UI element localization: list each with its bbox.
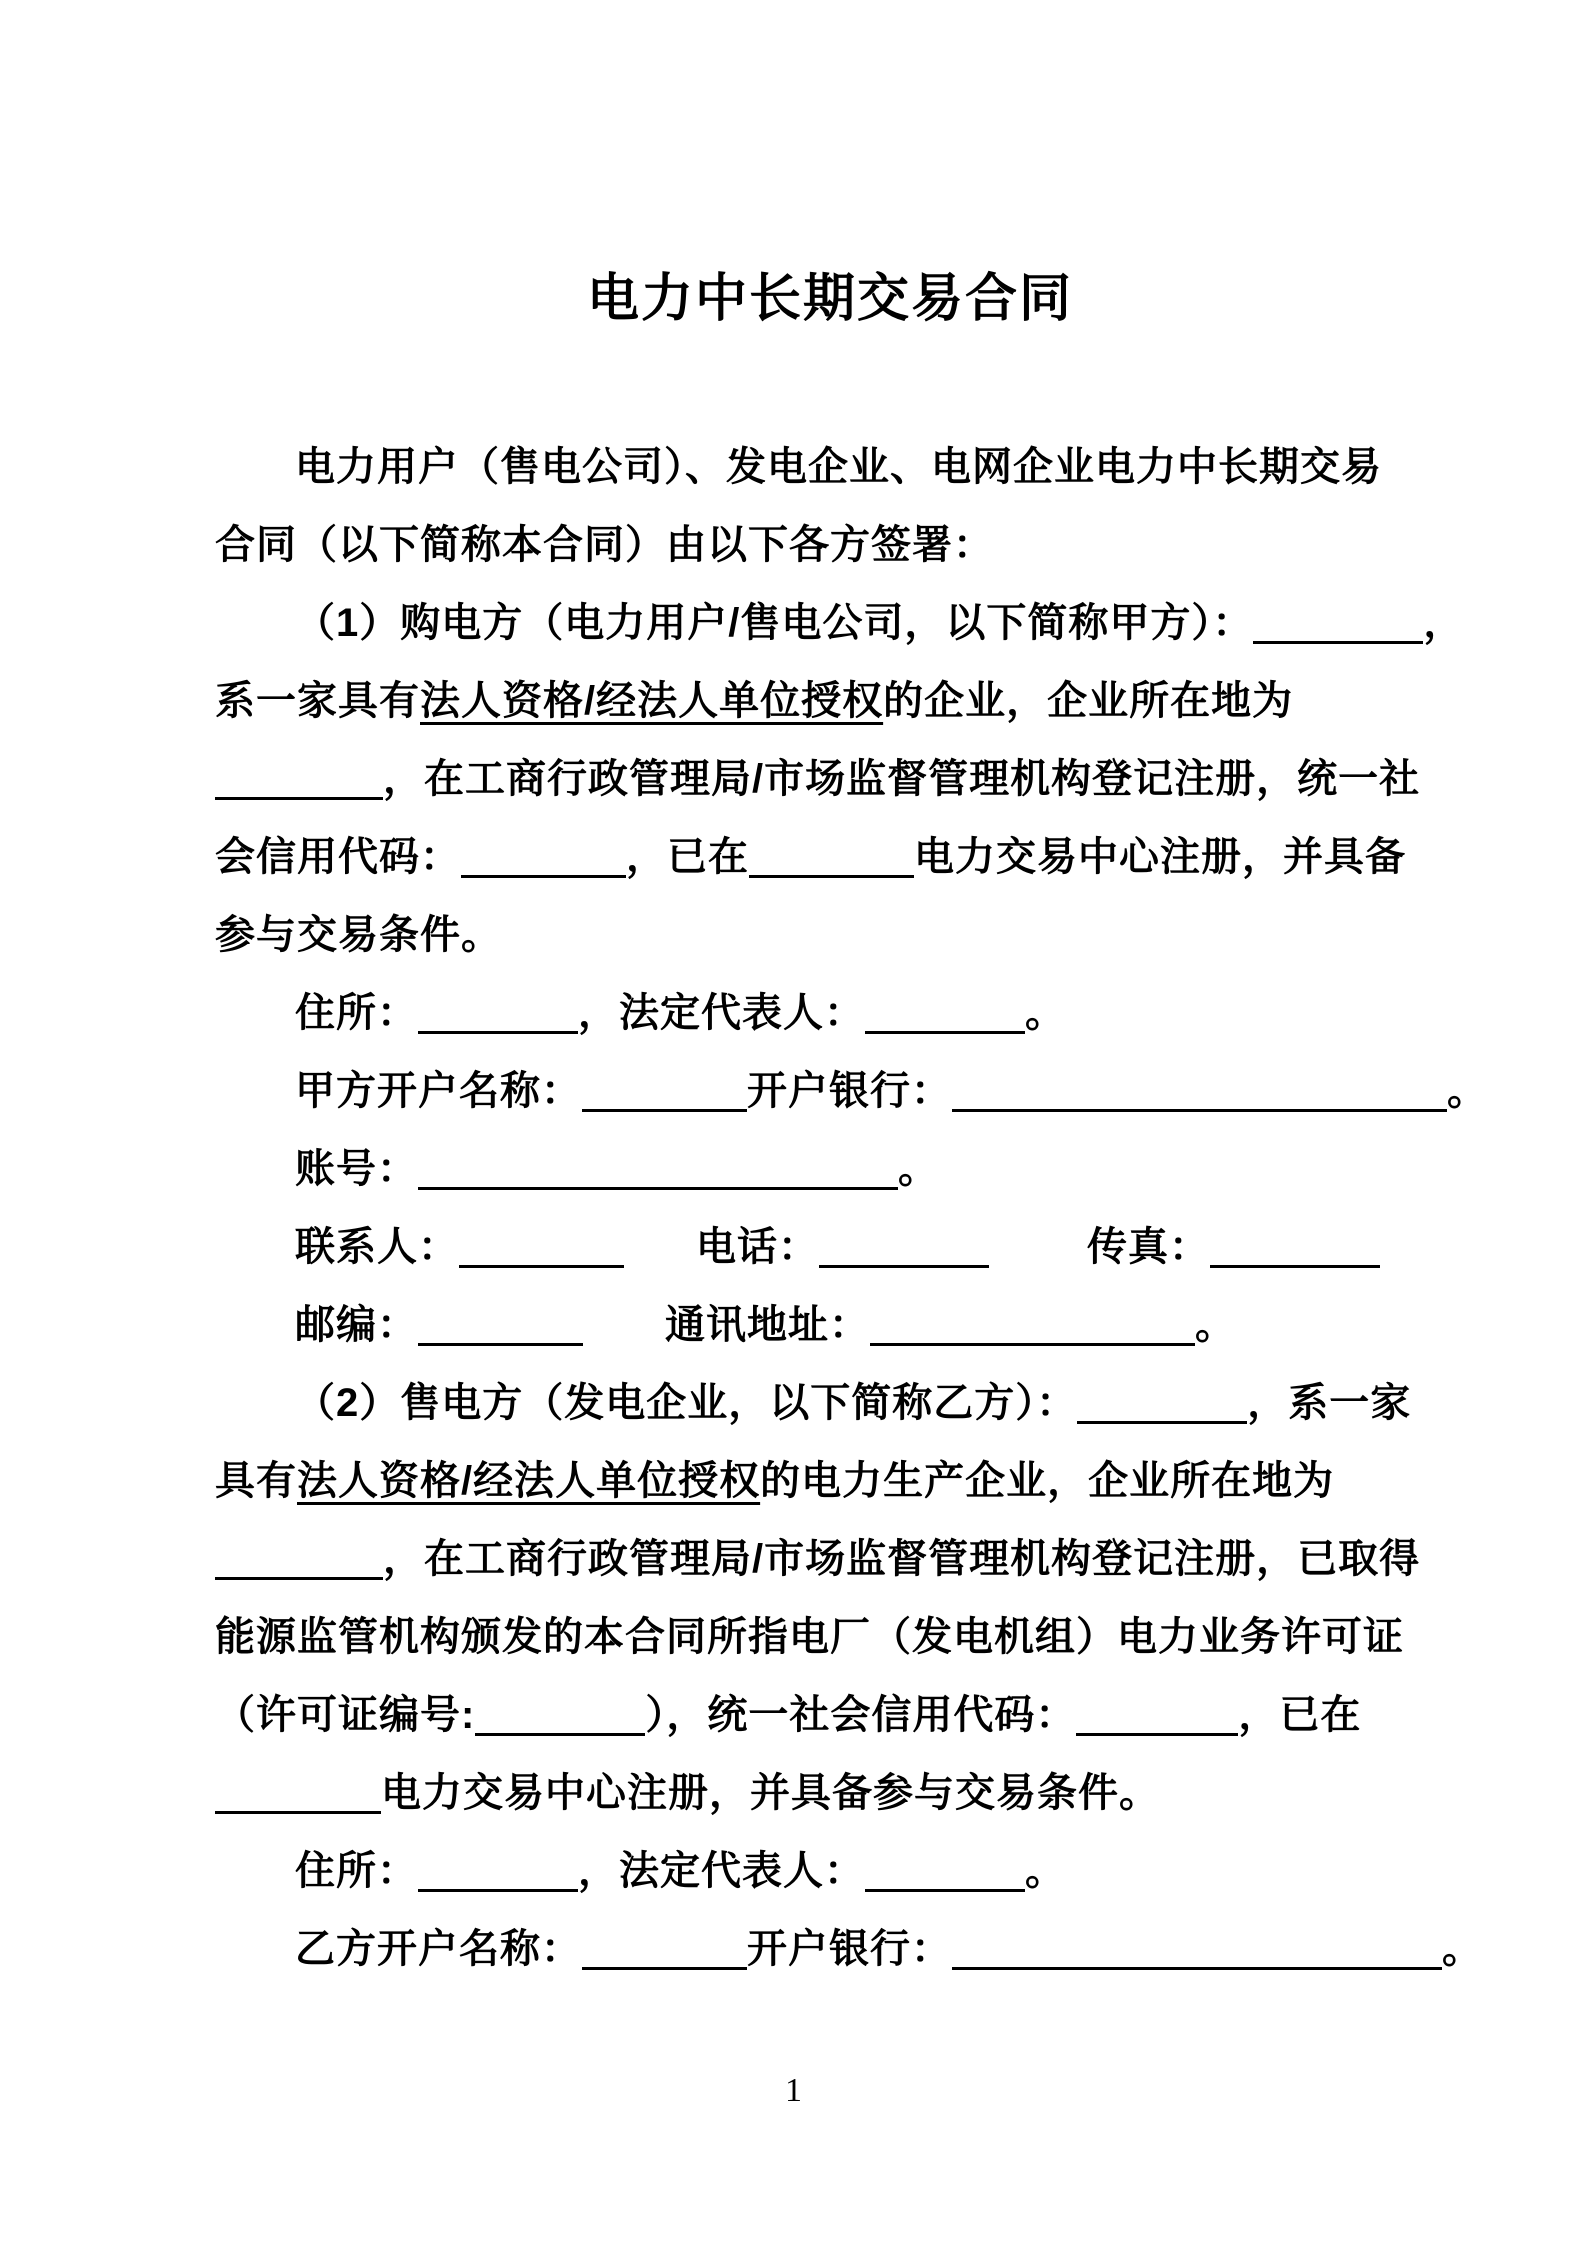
blank-field[interactable] (819, 1221, 989, 1268)
text-run: ，已在 (626, 835, 749, 879)
text-line (215, 1364, 1445, 1442)
text-run: （许可证编号: (215, 1693, 476, 1737)
text-run: 邮编： (295, 1303, 418, 1347)
blank-field[interactable] (418, 1299, 583, 1346)
text-run: 参与交易条件。 (215, 913, 502, 957)
text-line (215, 1598, 1445, 1676)
text-line (215, 1442, 1445, 1520)
document-body (215, 428, 1488, 1988)
underlined-text: 法人资格/经法人单位授权 (297, 1459, 761, 1503)
blank-field[interactable] (865, 1845, 1025, 1892)
blank-field[interactable] (418, 1845, 578, 1892)
text-run: 。 (1442, 1927, 1483, 1971)
text-line (215, 1208, 1445, 1286)
blank-field[interactable] (865, 987, 1025, 1034)
blank-field[interactable] (582, 1923, 747, 1970)
underlined-text: 法人资格/经法人单位授权 (420, 679, 884, 723)
text-run: 甲方开户名称： (295, 1069, 582, 1113)
blank-field[interactable] (1210, 1221, 1380, 1268)
blank-field[interactable] (952, 1923, 1442, 1970)
blank-field[interactable] (749, 831, 914, 878)
text-run: 电话： (696, 1225, 819, 1269)
text-run: 通讯地址： (665, 1303, 870, 1347)
text-run: 电力用户（售电公司）、发电企业、电网企业电力中长期交易 (295, 445, 1382, 489)
text-line (215, 1052, 1488, 1130)
blank-field[interactable] (1077, 1377, 1247, 1424)
spacer (583, 1337, 665, 1338)
blank-field[interactable] (215, 1533, 383, 1580)
text-run: 的企业，企业所在地为 (883, 679, 1294, 723)
spacer (624, 1259, 696, 1260)
blank-field[interactable] (215, 753, 383, 800)
text-run: ，法定代表人： (578, 991, 865, 1035)
text-line (215, 1286, 1445, 1364)
text-run: 传真： (1087, 1225, 1210, 1269)
text-run: ，法定代表人： (578, 1849, 865, 1893)
text-line (215, 740, 1445, 818)
text-run: 住所： (295, 991, 418, 1035)
text-line (215, 1910, 1483, 1988)
text-run: 账号： (295, 1147, 418, 1191)
text-run: 会信用代码： (215, 835, 461, 879)
blank-field[interactable] (418, 1143, 898, 1190)
text-run: 具有 (215, 1459, 297, 1503)
text-run: ，在工商行政管理局/市场监督管理机构登记注册，已取得 (383, 1537, 1421, 1581)
blank-field[interactable] (1253, 597, 1423, 644)
spacer (989, 1259, 1087, 1260)
text-run: 的电力生产企业，企业所在地为 (760, 1459, 1335, 1503)
blank-field[interactable] (475, 1689, 645, 1736)
text-line (215, 1832, 1445, 1910)
text-run: 住所： (295, 1849, 418, 1893)
text-line (215, 1130, 1445, 1208)
text-run: 。 (898, 1147, 939, 1191)
text-line (215, 1520, 1445, 1598)
text-run: ），统一社会信用代码： (645, 1693, 1077, 1737)
text-run: ，在工商行政管理局/市场监督管理机构登记注册，统一社 (383, 757, 1421, 801)
document-title: 电力中长期交易合同 (586, 270, 1073, 328)
blank-field[interactable] (582, 1065, 747, 1112)
blank-field[interactable] (952, 1065, 1447, 1112)
text-run: 乙方开户名称： (295, 1927, 582, 1971)
text-run: （2）售电方（发电企业，以下简称乙方）： (295, 1381, 1078, 1425)
text-run: 电力交易中心注册，并具备 (914, 835, 1406, 879)
blank-field[interactable] (215, 1767, 381, 1814)
text-run: 联系人： (295, 1225, 459, 1269)
text-run: 。 (1025, 1849, 1066, 1893)
text-line (215, 1676, 1445, 1754)
blank-field[interactable] (418, 987, 578, 1034)
text-run: 。 (1025, 991, 1066, 1035)
text-run: ，已在 (1238, 1693, 1362, 1737)
text-run: ，系一家 (1247, 1381, 1412, 1425)
blank-field[interactable] (1076, 1689, 1238, 1736)
text-run: 合同（以下简称本合同）由以下各方签署： (215, 523, 994, 567)
text-run: （1）购电方（电力用户/售电公司，以下简称甲方）： (295, 601, 1254, 645)
text-line (215, 506, 1445, 584)
text-line (215, 1754, 1445, 1832)
blank-field[interactable] (461, 831, 626, 878)
text-run: 。 (1195, 1303, 1236, 1347)
blank-field[interactable] (459, 1221, 624, 1268)
text-run: 。 (1447, 1069, 1488, 1113)
text-line (215, 584, 1465, 662)
text-line (215, 428, 1445, 506)
text-line (215, 818, 1445, 896)
text-run: 开户银行： (747, 1069, 952, 1113)
text-run: ， (1423, 601, 1465, 645)
text-line (215, 662, 1445, 740)
blank-field[interactable] (870, 1299, 1195, 1346)
text-run: 能源监管机构颁发的本合同所指电厂（发电机组）电力业务许可证 (215, 1615, 1404, 1659)
text-line (215, 896, 1445, 974)
text-line (215, 974, 1445, 1052)
page-number: 1 (785, 2072, 802, 2109)
text-run: 电力交易中心注册，并具备参与交易条件。 (381, 1771, 1160, 1815)
text-run: 系一家具有 (215, 679, 420, 723)
text-run: 开户银行： (747, 1927, 952, 1971)
